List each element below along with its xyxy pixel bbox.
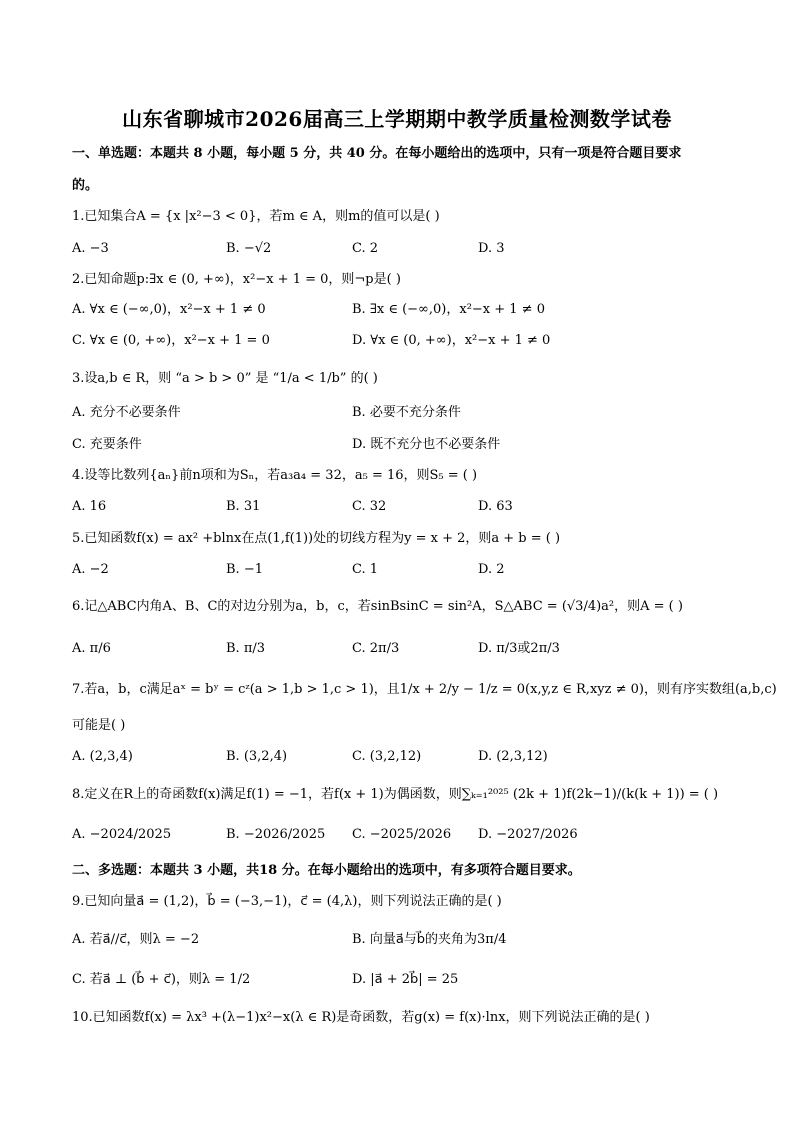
q4-option-b: B. 31 bbox=[226, 499, 261, 514]
q2-option-b: B. ∃x ∈ (−∞,0)，x²−x + 1 ≠ 0 bbox=[352, 302, 545, 317]
q9-option-a: A. 若a⃗//c⃗，则λ = −2 bbox=[72, 932, 200, 947]
question-7-stem: 7.若a，b，c满足aˣ = bʸ = cᶻ(a > 1,b > 1,c > 1)，且1/x + 2/y − 1/z = 0(x,y,z ∈ R,xyz ≠ 0)，则有序实数组(a,b,c) bbox=[72, 682, 777, 697]
q3-option-a: A. 充分不必要条件 bbox=[72, 405, 181, 420]
question-7-stem-cont: 可能是( ) bbox=[72, 718, 126, 733]
question-3-stem: 3.设a,b ∈ R，则 “a > b > 0” 是 “1/a < 1/b” 的( ) bbox=[72, 371, 378, 386]
q3-option-c: C. 充要条件 bbox=[72, 437, 142, 452]
q8-option-a: A. −2024/2025 bbox=[72, 827, 172, 842]
question-1-stem: 1.已知集合A = {x |x²−3 < 0}，若m ∈ A，则m的值可以是( ) bbox=[72, 209, 440, 224]
q5-option-c: C. 1 bbox=[352, 562, 379, 577]
q2-option-d: D. ∀x ∈ (0, +∞)，x²−x + 1 ≠ 0 bbox=[352, 333, 551, 348]
q7-option-b: B. (3,2,4) bbox=[226, 749, 288, 764]
q9-option-b: B. 向量a⃗与b⃗的夹角为3π/4 bbox=[352, 932, 507, 947]
q8-option-c: C. −2025/2026 bbox=[352, 827, 452, 842]
question-5-stem: 5.已知函数f(x) = ax² +blnx在点(1,f(1))处的切线方程为y = x + 2，则a + b = ( ) bbox=[72, 531, 561, 546]
q6-option-c: C. 2π/3 bbox=[352, 641, 400, 656]
q6-option-b: B. π/3 bbox=[226, 641, 266, 656]
section2-heading: 二、多选题：本题共 3 小题，共18 分。在每小题给出的选项中，有多项符合题目要求。 bbox=[72, 863, 581, 878]
q5-option-d: D. 2 bbox=[478, 562, 505, 577]
question-2-stem: 2.已知命题p:∃x ∈ (0, +∞)，x²−x + 1 = 0，则¬p是( ) bbox=[72, 272, 401, 287]
question-10-stem: 10.已知函数f(x) = λx³ +(λ−1)x²−x(λ ∈ R)是奇函数，若g(x) = f(x)·lnx，则下列说法正确的是( ) bbox=[72, 1010, 650, 1025]
q4-option-d: D. 63 bbox=[478, 499, 513, 514]
q3-option-d: D. 既不充分也不必要条件 bbox=[352, 437, 501, 452]
q5-option-a: A. −2 bbox=[72, 562, 109, 577]
q1-option-d: D. 3 bbox=[478, 241, 505, 256]
q8-option-b: B. −2026/2025 bbox=[226, 827, 326, 842]
q1-option-b: B. −√2 bbox=[226, 241, 272, 256]
q6-option-d: D. π/3或2π/3 bbox=[478, 641, 560, 656]
section1-heading-cont: 的。 bbox=[72, 178, 99, 193]
q2-option-a: A. ∀x ∈ (−∞,0)，x²−x + 1 ≠ 0 bbox=[72, 302, 266, 317]
q7-option-d: D. (2,3,12) bbox=[478, 749, 548, 764]
q5-option-b: B. −1 bbox=[226, 562, 263, 577]
q9-option-d: D. |a⃗ + 2b⃗| = 25 bbox=[352, 972, 459, 987]
q7-option-a: A. (2,3,4) bbox=[72, 749, 133, 764]
question-6-stem: 6.记△ABC内角A、B、C的对边分别为a，b，c，若sinBsinC = sin²A，S△ABC = (√3/4)a²，则A = ( ) bbox=[72, 599, 683, 614]
q3-option-b: B. 必要不充分条件 bbox=[352, 405, 461, 420]
q1-option-c: C. 2 bbox=[352, 241, 379, 256]
q9-option-c: C. 若a⃗ ⊥ (b⃗ + c⃗)，则λ = 1/2 bbox=[72, 972, 251, 987]
question-9-stem: 9.已知向量a⃗ = (1,2)，b⃗ = (−3,−1)，c⃗ = (4,λ)，则下列说法正确的是( ) bbox=[72, 894, 502, 909]
question-8-stem: 8.定义在R上的奇函数f(x)满足f(1) = −1，若f(x + 1)为偶函数，则∑ₖ₌₁²⁰²⁵ (2k + 1)f(2k−1)/(k(k + 1)) = ( ) bbox=[72, 787, 719, 802]
q1-option-a: A. −3 bbox=[72, 241, 109, 256]
q4-option-a: A. 16 bbox=[72, 499, 107, 514]
q8-option-d: D. −2027/2026 bbox=[478, 827, 578, 842]
q4-option-c: C. 32 bbox=[352, 499, 387, 514]
q2-option-c: C. ∀x ∈ (0, +∞)，x²−x + 1 = 0 bbox=[72, 333, 270, 348]
question-4-stem: 4.设等比数列{aₙ}前n项和为Sₙ，若a₃a₄ = 32，a₅ = 16，则S₅ = ( ) bbox=[72, 468, 478, 483]
q7-option-c: C. (3,2,12) bbox=[352, 749, 422, 764]
section1-heading: 一、单选题：本题共 8 小题，每小题 5 分，共 40 分。在每小题给出的选项中，只有一项是符合题目要求 bbox=[72, 146, 682, 161]
exam-title: 山东省聊城市2026届高三上学期期中教学质量检测数学试卷 bbox=[122, 107, 672, 131]
q6-option-a: A. π/6 bbox=[72, 641, 111, 656]
